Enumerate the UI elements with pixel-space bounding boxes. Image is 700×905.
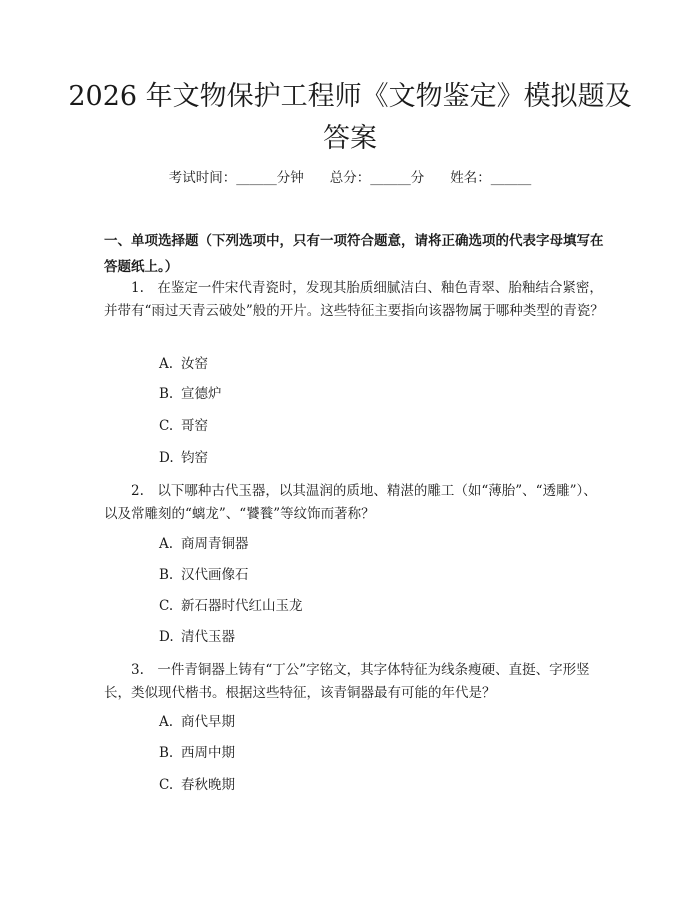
- option-text: 春秋晚期: [181, 777, 235, 793]
- question-1-option-a: [159, 354, 599, 374]
- question-2-option-b: [159, 565, 599, 585]
- option-letter: C.: [159, 598, 174, 614]
- question-1-option-c: [159, 416, 599, 436]
- question-3-text: 3. 一件青铜器上铸有“丁公”字铭文，其字体特征为线条瘦硬、直挺、字形竖长，类似现代楷书。根据这些特征，该青铜器最有可能的年代是？: [104, 662, 590, 701]
- question-1-option-d: [159, 448, 599, 468]
- question-2-text: 2. 以下哪种古代玉器，以其温润的质地、精湛的雕工（如“薄胎”、“透雕”）、以及常雕刻的“螭龙”、“饕餮”等纹饰而著称？: [104, 483, 597, 522]
- section-heading: 一、单项选择题（下列选项中，只有一项符合题意，请将正确选项的代表字母填写在答题纸上。）: [104, 233, 604, 275]
- option-letter: C.: [159, 418, 174, 434]
- question-2-option-a: [159, 534, 599, 554]
- option-letter: A.: [159, 536, 174, 552]
- option-text: 新石器时代红山玉龙: [181, 598, 303, 614]
- question-2-option-d: [159, 627, 599, 647]
- option-letter: B.: [159, 745, 174, 761]
- option-text: 商周青铜器: [181, 536, 249, 552]
- exam-time-field: 考试时间：______分钟: [168, 170, 304, 186]
- question-2-option-c: [159, 596, 599, 616]
- option-text: 清代玉器: [181, 629, 235, 645]
- question-3-option-a: [159, 712, 599, 732]
- document-title: 2026 年文物保护工程师《文物鉴定》模拟题及答案: [68, 81, 632, 154]
- option-text: 宣德炉: [181, 386, 222, 402]
- question-3-option-b: [159, 743, 599, 763]
- question-1-text: 1. 在鉴定一件宋代青瓷时，发现其胎质细腻洁白、釉色青翠、胎釉结合紧密，并带有“雨过天青云破处”般的开片。这些特征主要指向该器物属于哪种类型的青瓷？: [104, 280, 604, 319]
- option-text: 西周中期: [181, 745, 235, 761]
- option-text: 哥窑: [181, 418, 208, 434]
- option-letter: B.: [159, 386, 174, 402]
- option-letter: A.: [159, 714, 174, 730]
- question-1-option-b: [159, 384, 599, 404]
- option-letter: D.: [159, 629, 174, 645]
- exam-info-line: [60, 168, 640, 188]
- total-score-field: 总分：______分: [329, 170, 425, 186]
- option-text: 汝窑: [181, 356, 208, 372]
- option-letter: B.: [159, 567, 174, 583]
- name-field: 姓名：______: [450, 170, 532, 186]
- option-text: 汉代画像石: [181, 567, 249, 583]
- option-text: 钧窑: [181, 450, 208, 466]
- option-letter: A.: [159, 356, 174, 372]
- option-letter: D.: [159, 450, 174, 466]
- option-letter: C.: [159, 777, 174, 793]
- question-3-option-c: [159, 775, 599, 795]
- option-text: 商代早期: [181, 714, 235, 730]
